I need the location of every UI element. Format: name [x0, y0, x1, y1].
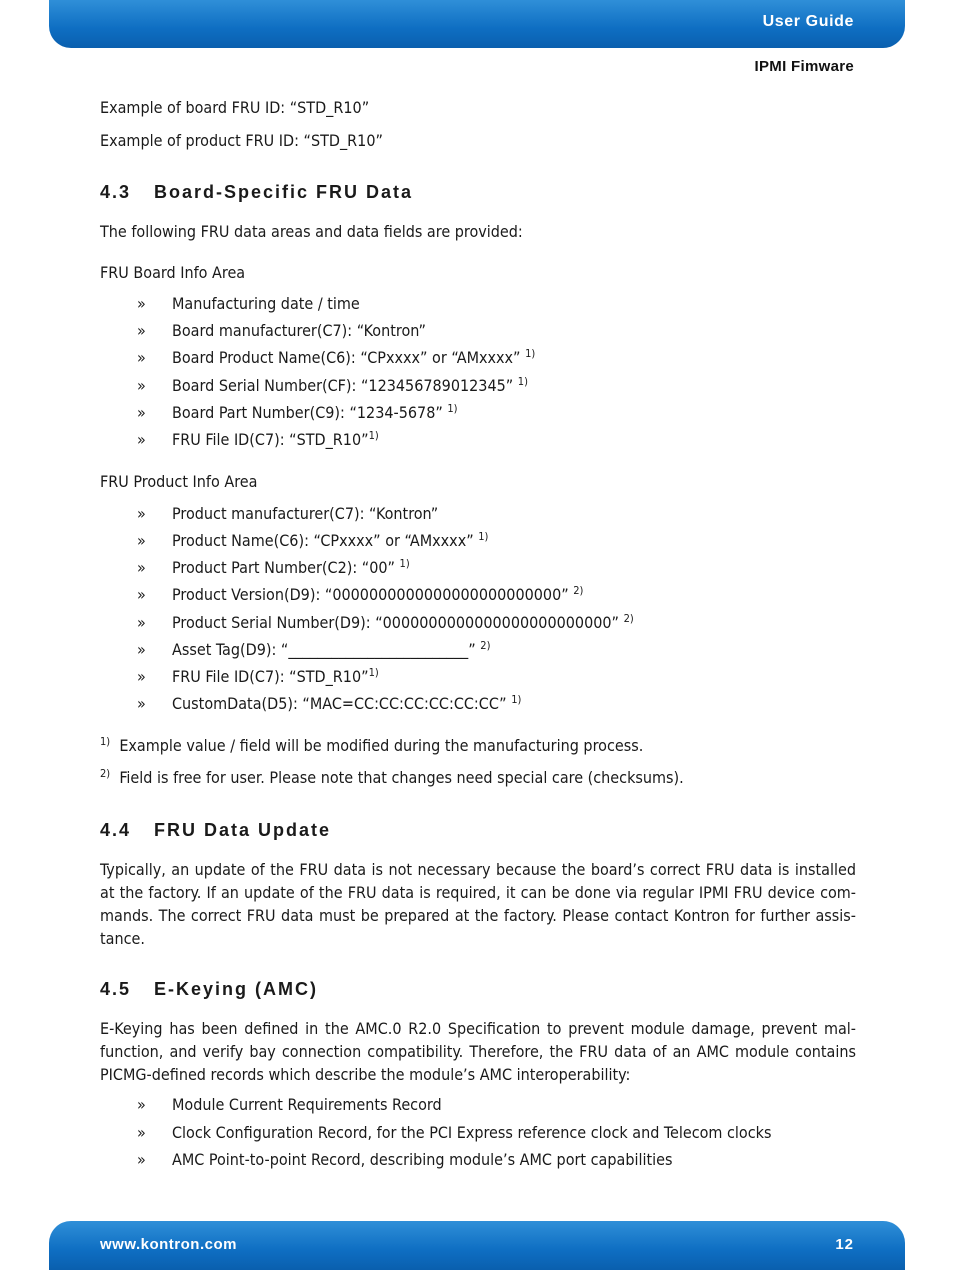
page-number: 12	[835, 1236, 854, 1253]
footnote-ref: 2)	[623, 612, 634, 625]
bullet-mark: »	[137, 531, 146, 550]
bullet-mark: »	[137, 694, 146, 713]
footnote-ref: 1)	[525, 347, 536, 360]
product-area-label: FRU Product Info Area	[100, 472, 258, 491]
footnote-ref: 1)	[399, 557, 410, 570]
list-item-text: Board Serial Number(CF): “123456789012345”	[172, 376, 518, 395]
list-item-text: Board Product Name(C6): “CPxxxx” or “AMxxxx”	[172, 348, 526, 367]
board-area-label: FRU Board Info Area	[100, 263, 246, 282]
bullet-mark: »	[137, 1150, 146, 1169]
list-item-text: Board manufacturer(C7): “Kontron”	[172, 321, 426, 340]
header-bar	[49, 0, 905, 48]
footnote-mark: 2)	[100, 767, 111, 780]
list-item-text: Module Current Requirements Record	[172, 1095, 442, 1114]
footnote	[100, 736, 643, 755]
footnote-text: Field is free for user. Please note that changes need special care (checksums).	[119, 768, 684, 787]
footnote-ref: 1)	[517, 375, 528, 388]
bullet-mark: »	[137, 504, 146, 523]
section-number: 4.4	[100, 820, 132, 840]
footnote-ref: 1)	[478, 530, 489, 543]
footnote-text: Example value / field will be modified during the manufacturing process.	[119, 736, 644, 755]
list-item-text: Product manufacturer(C7): “Kontron”	[172, 504, 439, 523]
bullet-mark: »	[137, 294, 146, 313]
board-fru-id-example: Example of board FRU ID: “STD_R10”	[100, 98, 370, 117]
bullet-mark: »	[137, 321, 146, 340]
footer-bar	[49, 1221, 905, 1270]
bullet-mark: »	[137, 667, 146, 686]
list-item-text: AMC Point-to-point Record, describing module’s AMC port capabilities	[172, 1150, 673, 1169]
bullet-mark: »	[137, 348, 146, 367]
footnote-ref: 1)	[368, 666, 379, 679]
section-heading-4-3	[100, 182, 413, 203]
bullet-mark: »	[137, 558, 146, 577]
list-item-text: Clock Configuration Record, for the PCI Express reference clock and Telecom clocks	[172, 1123, 772, 1142]
footnote-ref: 2)	[573, 584, 584, 597]
document-subtitle: IPMI Fimware	[754, 58, 854, 75]
section-number: 4.3	[100, 182, 132, 202]
section-paragraph	[100, 1017, 856, 1086]
section-title: FRU Data Update	[154, 820, 332, 840]
bullet-mark: »	[137, 640, 146, 659]
list-item-text: Product Name(C6): “CPxxxx” or “AMxxxx”	[172, 531, 479, 550]
bullet-mark: »	[137, 613, 146, 632]
section-lead: The following FRU data areas and data fields are provided:	[100, 222, 523, 241]
bullet-mark: »	[137, 1123, 146, 1142]
list-item-text: CustomData(D5): “MAC=CC:CC:CC:CC:CC:CC”	[172, 694, 512, 713]
footer-website-link[interactable]: www.kontron.com	[100, 1236, 237, 1253]
document-title: User Guide	[762, 13, 854, 30]
paragraph-line: E-Keying has been defined in the AMC.0 R2.0 Specification to prevent module damage, prevent mal-	[100, 1019, 856, 1038]
paragraph-line: function, and verify bay connection compatibility. Therefore, the FRU data of an AMC module contains	[100, 1042, 856, 1061]
paragraph-line: PICMG-defined records which describe the module’s AMC interoperability:	[100, 1065, 631, 1084]
list-item-text: FRU File ID(C7): “STD_R10”	[172, 667, 369, 686]
footnote-ref: 1)	[447, 402, 458, 415]
footnote-ref: 1)	[511, 693, 522, 706]
bullet-mark: »	[137, 430, 146, 449]
footnote-ref: 2)	[480, 639, 491, 652]
section-heading-4-5	[100, 979, 318, 1000]
list-item-text: Manufacturing date / time	[172, 294, 360, 313]
paragraph-line: at the factory. If an update of the FRU data is required, it can be done via regular IPMI FRU device com-	[100, 883, 856, 902]
list-item-text: Board Part Number(C9): “1234-5678”	[172, 403, 448, 422]
bullet-mark: »	[137, 585, 146, 604]
bullet-mark: »	[137, 403, 146, 422]
section-heading-4-4	[100, 820, 331, 841]
product-fru-id-example: Example of product FRU ID: “STD_R10”	[100, 131, 383, 150]
footnote-mark: 1)	[100, 735, 111, 748]
list-item-text: Product Part Number(C2): “00”	[172, 558, 400, 577]
list-item-text: Asset Tag(D9): “_________________________”	[172, 640, 481, 659]
list-item-text: FRU File ID(C7): “STD_R10”	[172, 430, 369, 449]
paragraph-line: tance.	[100, 929, 145, 948]
footnote-ref: 1)	[368, 429, 379, 442]
footnote	[100, 768, 684, 787]
paragraph-line: Typically, an update of the FRU data is not necessary because the board’s correct FRU data is installed	[100, 860, 856, 879]
list-item-text: Product Version(D9): “0000000000000000000000000”	[172, 585, 574, 604]
section-paragraph	[100, 858, 856, 950]
bullet-mark: »	[137, 1095, 146, 1114]
section-number: 4.5	[100, 979, 132, 999]
list-item-text: Product Serial Number(D9): “0000000000000000000000000”	[172, 613, 624, 632]
section-title: Board-Specific FRU Data	[154, 182, 414, 202]
bullet-mark: »	[137, 376, 146, 395]
paragraph-line: mands. The correct FRU data must be prepared at the factory. Please contact Kontron for further assis-	[100, 906, 856, 925]
section-title: E-Keying (AMC)	[154, 979, 318, 999]
